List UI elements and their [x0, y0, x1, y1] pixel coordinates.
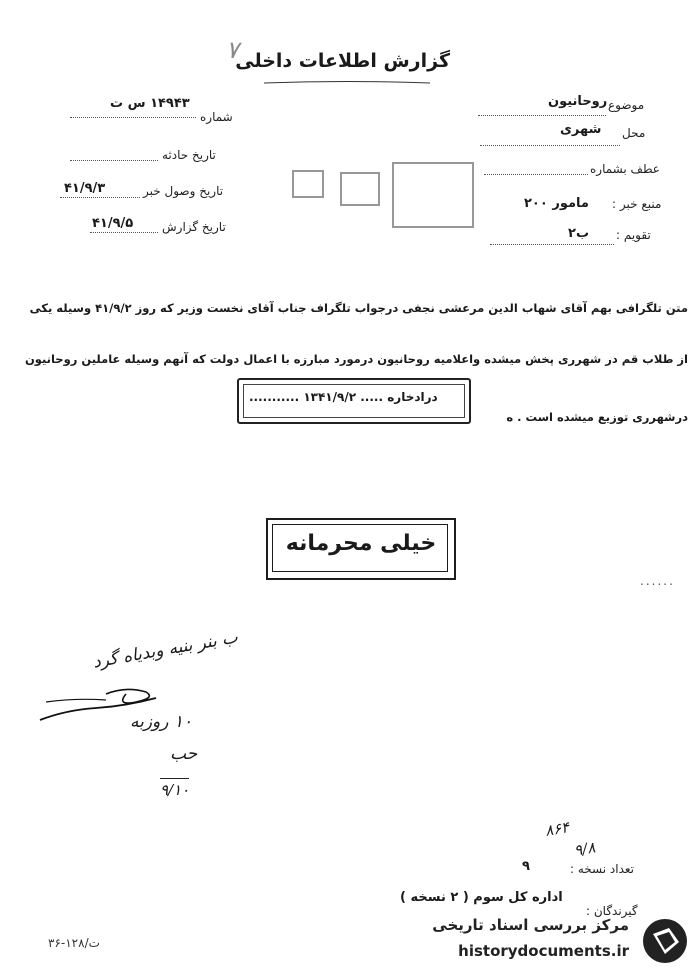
news-received-value: ۴۱/۹/۳ [64, 181, 106, 196]
number-dotline [70, 117, 196, 118]
number-value: ۱۴۹۴۳ س ت [110, 96, 190, 111]
handwritten-note-line-3: حب [170, 744, 198, 764]
rating-value: ب۲ [568, 226, 590, 241]
reference-dotline [484, 174, 588, 175]
handwritten-right-note-2: ۹/۸ [572, 838, 597, 860]
page-title: گزارش اطلاعات داخلی [235, 50, 450, 72]
watermark-title: مرکز بررسی اسناد تاریخی [432, 916, 629, 934]
rating-label: تقویم : [616, 228, 651, 242]
faded-stamp-middle [340, 172, 380, 206]
subject-label: موضوع [608, 98, 645, 112]
subject-value: روحانیون [548, 94, 608, 109]
watermark-url: historydocuments.ir [458, 942, 629, 960]
number-label: شماره [200, 110, 233, 124]
body-text-line-1: متن تلگرافی بهم آقای شهاب الدین مرعشی نجفی درجواب تلگراف جناب آقای نخست وزیر که روز ۴۱/۹/۲ وسیله یکی [29, 301, 688, 315]
handwritten-note-line-4: ۹/۱۰ [160, 778, 189, 799]
received-date-stamp [237, 378, 471, 424]
report-date-dotline [90, 232, 158, 233]
reference-label: عطف بشماره [590, 162, 660, 176]
rating-dotline [490, 244, 614, 245]
faded-stamp-right [392, 162, 474, 228]
secret-stamp-text: خیلی محرمانه [285, 531, 437, 556]
faded-stamp-left [292, 170, 324, 198]
recipients-value: اداره کل سوم ( ۲ نسخه ) [400, 890, 563, 905]
top-secret-stamp [266, 518, 456, 580]
subject-dotline [478, 115, 606, 116]
handwritten-right-note-1: ۸۶۴ [543, 818, 571, 840]
body-text-line-3: درشهرری توزیع میشده است . ه [506, 410, 688, 424]
body-text-line-2: از طلاب قم در شهرری پخش میشده واعلامیه روحانیون درمورد مبارزه با اعمال دولت که آنهم وسیله عاملین روحانیون [24, 352, 688, 366]
archive-watermark [410, 912, 695, 970]
report-date-value: ۴۱/۹/۵ [92, 216, 134, 231]
incident-date-label: تاریخ حادثه [162, 148, 216, 162]
form-code: ت/۱۲۸-۳۶ [48, 936, 100, 950]
recipients-label: گیرندگان : [586, 904, 638, 918]
received-stamp-text: درادخاره ..... ۱۳۴۱/۹/۲ ........... [249, 390, 438, 404]
source-value: مامور ۲۰۰ [524, 196, 589, 211]
title-underline [262, 80, 432, 86]
location-value: شهری [560, 122, 602, 137]
report-date-label: تاریخ گزارش [162, 220, 226, 234]
news-received-label: تاریخ وصول خبر [143, 184, 224, 198]
news-received-dotline [60, 197, 140, 198]
location-dotline [480, 145, 620, 146]
source-label: منبع خبر : [612, 197, 662, 211]
handwritten-note-line-2: ۱۰ روزبه [130, 712, 193, 732]
copies-label: تعداد نسخه : [570, 862, 635, 876]
handwritten-note-line-1: ب بنر بنیه وبدیاه گرد [91, 627, 240, 673]
margin-dots: ...... [640, 574, 675, 588]
archive-logo-icon [639, 916, 691, 966]
corner-mark: ۷ [226, 36, 239, 64]
copies-value: ۹ [522, 859, 530, 874]
location-label: محل [622, 126, 646, 140]
incident-date-dotline [70, 160, 158, 161]
